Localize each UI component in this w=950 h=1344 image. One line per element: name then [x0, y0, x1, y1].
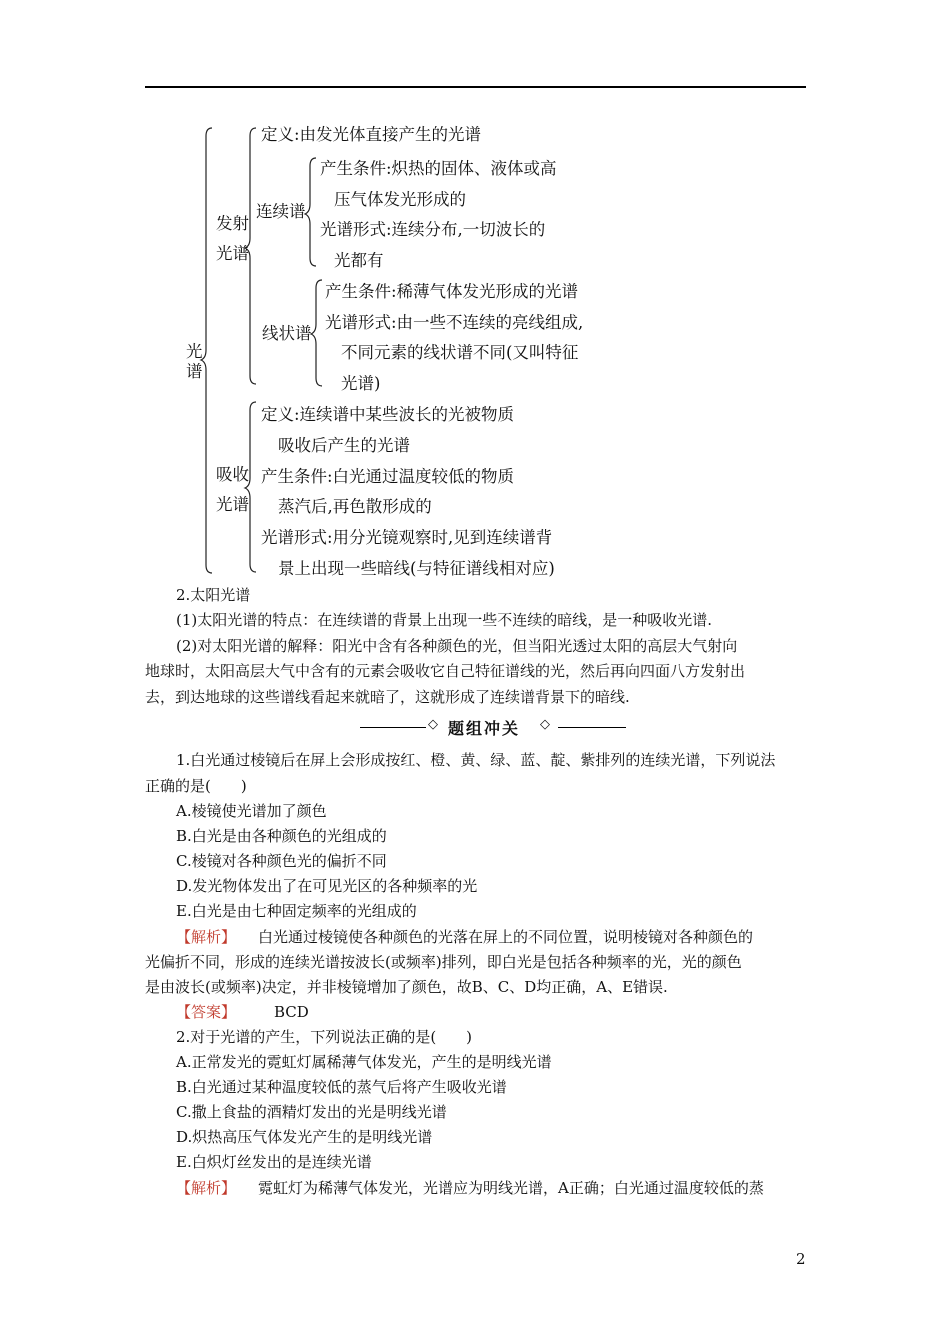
solar-explanation-line-2: 地球时，太阳高层大气中含有的元素会吸收它自己特征谱线的光，然后再向四面八方发射出 — [145, 662, 746, 680]
emission-definition: 定义:由发光体直接产生的光谱 — [261, 125, 482, 144]
page-number: 2 — [796, 1250, 806, 1268]
q1-analysis-label: 【解析】 — [176, 928, 237, 946]
q1-option-c: C.棱镜对各种颜色光的偏折不同 — [176, 852, 387, 870]
solar-heading: 2.太阳光谱 — [176, 586, 251, 604]
line-spectrum-details: 产生条件:稀薄气体发光形成的光谱 光谱形式:由一些不连续的亮线组成, 不同元素的线状谱不同(又叫特征 光谱) — [325, 282, 584, 393]
q2-analysis: 霓虹灯为稀薄气体发光，光谱应为明线光谱，A正确；白光通过温度较低的蒸 — [258, 1179, 764, 1197]
q1-option-d: D.发光物体发出了在可见光区的各种频率的光 — [176, 877, 478, 895]
q1-option-e: E.白光是由七种固定频率的光组成的 — [176, 902, 417, 920]
q1-analysis-line-2: 光偏折不同，形成的连续光谱按波长(或频率)排列，即白光是包括各种频率的光，光的颜色 — [145, 953, 742, 971]
absorption-label: 吸收 光谱 — [216, 465, 249, 514]
diamond-right-icon: ◇ — [540, 717, 550, 732]
section-header: ◇ 题组冲关 ◇ — [360, 716, 630, 738]
solar-feature: (1)太阳光谱的特点：在连续谱的背景上出现一些不连续的暗线，是一种吸收光谱. — [176, 611, 713, 629]
q2-option-c: C.撒上食盐的酒精灯发出的光是明线光谱 — [176, 1103, 447, 1121]
line-spectrum-label: 线状谱 — [262, 324, 312, 343]
q1-stem-line-1: 1.白光通过棱镜后在屏上会形成按红、橙、黄、绿、蓝、靛、紫排列的连续光谱，下列说法 — [176, 751, 776, 769]
solar-explanation-line-1: (2)对太阳光谱的解释：阳光中含有各种颜色的光，但当阳光透过太阳的高层大气射向 — [176, 637, 738, 655]
continuous-label: 连续谱 — [256, 202, 306, 221]
q1-analysis-line-3: 是由波长(或频率)决定，并非棱镜增加了颜色，故B、C、D均正确，A、E错误. — [145, 978, 668, 996]
q2-option-a: A.正常发光的霓虹灯属稀薄气体发光，产生的是明线光谱 — [176, 1053, 552, 1071]
q2-analysis-label: 【解析】 — [176, 1179, 237, 1197]
q1-option-b: B.白光是由各种颜色的光组成的 — [176, 827, 387, 845]
continuous-details: 产生条件:炽热的固体、液体或高 压气体发光形成的 光谱形式:连续分布,一切波长的 光都有 — [320, 159, 557, 270]
diamond-left-icon: ◇ — [428, 717, 438, 732]
q1-analysis-line-1: 白光通过棱镜使各种颜色的光落在屏上的不同位置，说明棱镜对各种颜色的 — [258, 928, 754, 946]
q1-option-a: A.棱镜使光谱加了颜色 — [176, 802, 327, 820]
q2-option-b: B.白光通过某种温度较低的蒸气后将产生吸收光谱 — [176, 1078, 507, 1096]
emission-label: 发射 光谱 — [216, 214, 249, 263]
q2-option-d: D.炽热高压气体发光产生的是明线光谱 — [176, 1128, 433, 1146]
solar-explanation-line-3: 去，到达地球的这些谱线看起来就暗了，这就形成了连续谱背景下的暗线. — [145, 688, 630, 706]
q2-stem: 2.对于光谱的产生，下列说法正确的是( ) — [176, 1028, 473, 1046]
q1-stem-line-2: 正确的是( ) — [145, 777, 247, 795]
absorption-details: 定义:连续谱中某些波长的光被物质 吸收后产生的光谱 产生条件:白光通过温度较低的物质 蒸汽后,再色散形成的 光谱形式:用分光镜观察时,见到连续谱背 景上出现一些暗线(与特征谱线相对应) — [261, 405, 555, 578]
q1-answer-label: 【答案】 — [176, 1003, 237, 1021]
tree-root-label: 光 谱 — [186, 342, 203, 381]
q2-option-e: E.白炽灯丝发出的是连续光谱 — [176, 1153, 372, 1171]
q1-answer: BCD — [274, 1003, 309, 1021]
